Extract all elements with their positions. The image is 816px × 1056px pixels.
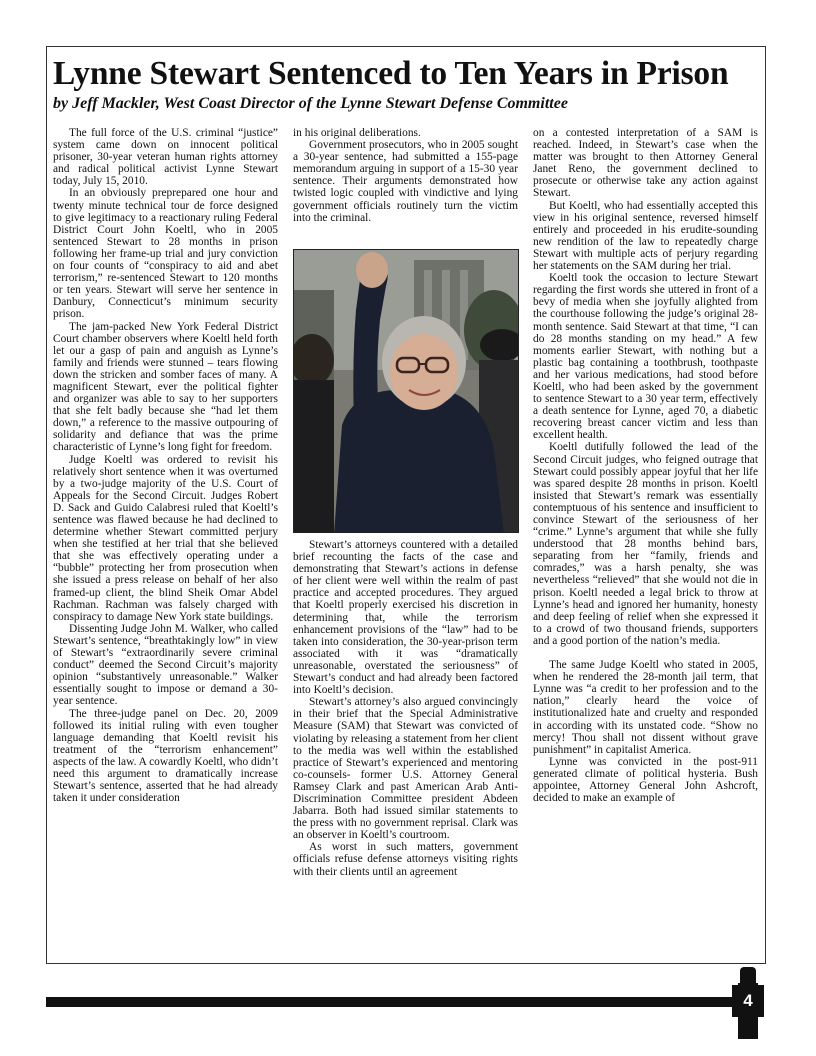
paragraph: Judge Koeltl was ordered to revisit his relatively short sentence when it was overturned by a two-judge majority of the U.S. Court of Appeals for the Second Circuit. Judges Robert D. Sack and Guido Calabresi ruled that Koeltl’s sentence was flawed because he had declined to determine whether Stewart committed perjury when she testified at her trial that she believed that she was effectively operating under a “bubble” protecting her from prosecution when she issued a press release on behalf of her also framed-up client, the blind Sheik Omar Abdel Rachman. Rachman was falsely charged with conspiracy to damage New York state buildings.: [53, 453, 278, 623]
byline: by Jeff Mackler, West Coast Director of the Lynne Stewart Defense Committee: [53, 95, 568, 112]
column-2: [293, 127, 518, 878]
paragraph: Dissenting Judge John M. Walker, who called Stewart’s sentence, “breathtakingly low” in view of Stewart’s “extraordinarily severe criminal conduct” deemed the Second Circuit’s majority opinion “substantively unreasonable.” Walker essentially sought to impose or demand a 30-year sentence.: [53, 622, 278, 708]
paragraph: In an obviously preprepared one hour and twenty minute technical tour de force designed to give legitimacy to a reactionary ruling Federal District Court John Koeltl, who in 2005 sentenced Stewart to 28 months in prison following her frame-up trial and jury conviction on four counts of “conspiracy to aid and abet terrorism,” re-sentenced Stewart to 120 months or ten years. Stewart will serve her sentence in Danbury, Connecticut’s minimum security prison.: [53, 187, 278, 321]
footer-bar: [46, 997, 736, 1007]
column-2-lower: [293, 539, 518, 878]
spacer: [533, 647, 758, 659]
paragraph: The three-judge panel on Dec. 20, 2009 followed its initial ruling with even tougher language demanding that Koeltl revisit his treatment of the “terrorism enhancement” aspects of the law. A cowardly Koeltl, who didn’t need this argument to dramatically increase Stewart’s sentence, asserted that he had already taken it under consideration: [53, 707, 278, 805]
article-frame: [46, 46, 766, 964]
column-1: [53, 127, 278, 804]
paragraph: The jam-packed New York Federal District Court chamber observers where Koeltl held forth let our a gasp of pain and anguish as Lynne’s family and friends were stunned – tears flowing down the stricken and somber faces of many. A magnificent Stewart, ever the political fighter and organizer was able to say to her supporters that she felt badly because she “had let them down,” a reference to the massive outpouring of solidarity and defiance that was the prime characteristic of Lynne’s long fight for freedom.: [53, 320, 278, 454]
paragraph: But Koeltl, who had essentially accepted this view in his original sentence, reversed himself entirely and proceeded in his erudite-sounding new rendition of the law to repeatedly charge Stewart with multiple acts of perjury regarding her statements on the SAM during her trial.: [533, 199, 758, 273]
headline: Lynne Stewart Sentenced to Ten Years in Prison: [53, 55, 729, 92]
paragraph: Stewart’s attorneys countered with a detailed brief recounting the facts of the case and demonstrating that Stewart’s actions in defense of her client were well within the realm of past practice and accepted procedures. They argued that Koeltl properly exercised his discretion in determining that, while the terrorism enhancement provisions of the “law” had to be taken into consideration, the 30-year-prison term associated with it was “dramatically unreasonable, overstated the seriousness” of Stewart’s conduct and had already been factored into Koeltl’s decision.: [293, 539, 518, 697]
paragraph: Stewart’s attorney’s also argued convincingly in their brief that the Special Administrative Measure (SAM) that Stewart was convicted of violating by releasing a statement from her client to the media was well within the established practice of Stewart’s experienced and mentoring co-counsels- former U.S. Attorney General Ramsey Clark and past American Arab Anti-Discrimination Committee president Abdeen Jabarra. Both had issued similar statements to the press with no government reprisal. Clark was an observer in Koeltl’s courtroom.: [293, 696, 518, 842]
paragraph: Government prosecutors, who in 2005 sought a 30-year sentence, had submitted a 155-page memorandum arguing in support of a 15-30 year sentence. Their arguments demonstrated how twisted logic coupled with vindictive and lying government officials routinely turn the victim into the criminal.: [293, 139, 518, 224]
photo-lynne-stewart: [293, 249, 519, 533]
paragraph: The same Judge Koeltl who stated in 2005, when he rendered the 28-month jail term, that Lynne was “a credit to her profession and to the nation,” clearly heard the voice of institutionalized hate and cruelty and responded in according with its unstated code. “Show no mercy! Thou shall not dissent without grave punishment” in capitalist America.: [533, 659, 758, 756]
paragraph: Koeltl took the occasion to lecture Stewart regarding the first words she uttered in front of a bevy of media when she joyfully alighted from the courthouse following the judge’s original 28-month sentence. Said Stewart at that time, “I can do 28 months standing on my head.” A few moments earlier Stewart, with nothing but a plastic bag containing a toothbrush, toothpaste and her various medications, had stood before Koeltl, who had been asked by the government to sentence Stewart to a 30 year term, effectively a death sentence for Lynne, aged 70, a diabetic recovering breast cancer victim and less than excellent health.: [533, 272, 758, 442]
paragraph: As worst in such matters, government officials refuse defense attorneys visiting rights with their clients until an agreement: [293, 841, 518, 878]
paragraph: on a contested interpretation of a SAM is reached. Indeed, in Stewart’s case when the matter was brought to then Attorney General Janet Reno, the government declined to prosecute or otherwise take any action against Stewart.: [533, 127, 758, 200]
column-3: [533, 127, 758, 804]
paragraph: The full force of the U.S. criminal “justice” system came down on innocent political prisoner, 30-year veteran human rights attorney and radical political activist Lynne Stewart today, July 15, 2010.: [53, 127, 278, 188]
page-number: 4: [732, 985, 764, 1017]
paragraph: Lynne was convicted in the post-911 generated climate of political hysteria. Bush appointee, Attorney General John Ashcroft, decided to make an example of: [533, 755, 758, 805]
paragraph: in his original deliberations.: [293, 127, 421, 139]
paragraph: Koeltl dutifully followed the lead of the Second Circuit judges, who feigned outrage that Stewart could possibly appear joyful that her life was spared despite 28 months in prison. Koeltl insisted that Stewart’s remark was essentially contemptuous of his sentence and insufficient to convince Stewart of the seriousness of her “crime.” Lynne’s argument that while she fully understood that 28 months behind bars, separating from her “family, friends and comrades,” was a harsh penalty, she was nevertheless “relieved” that she would not die in prison. Koeltl needed a legal brick to throw at Lynne’s head and ignored her humanity, honesty and deep feeling of relief when she expressed it to a crowd of two thousand friends, supporters and a good portion of the nation’s media.: [533, 441, 758, 647]
